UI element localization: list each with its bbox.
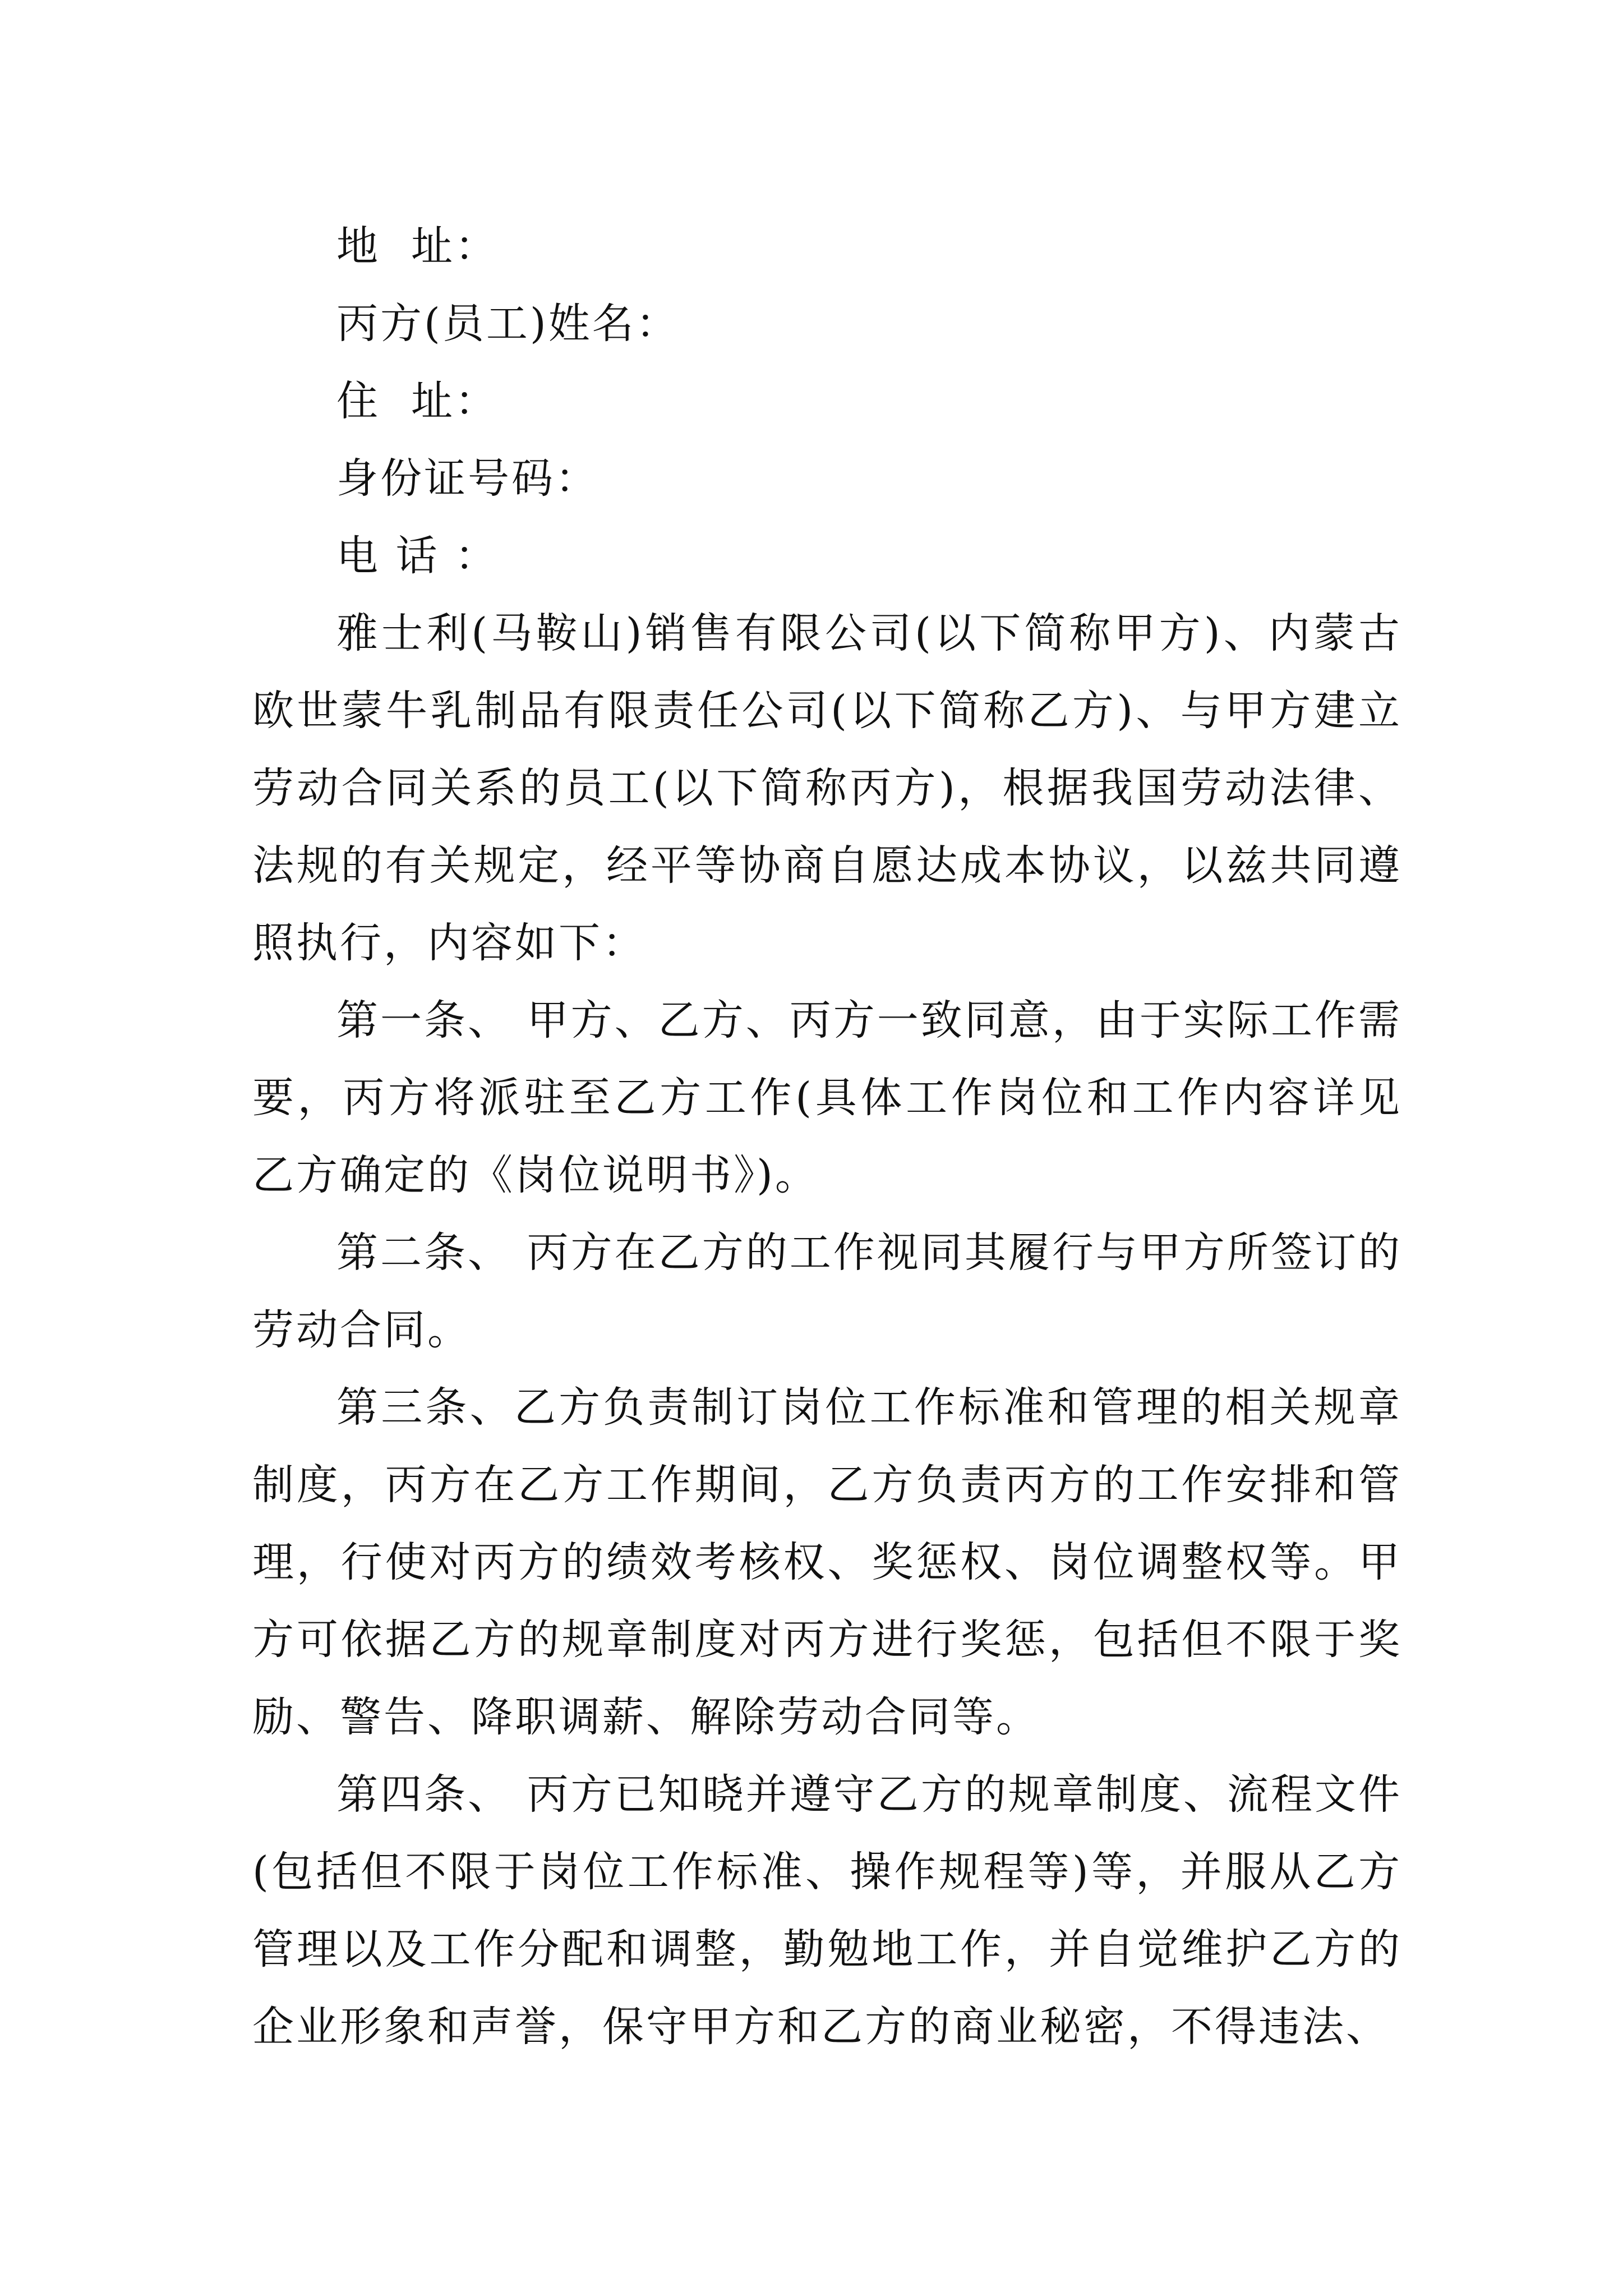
id-number-field-label: 身份证号码： [336, 454, 599, 503]
document-body [252, 208, 1402, 2065]
article-3-paragraph: 第三条、乙方负责制订岗位工作标准和管理的相关规章制度，丙方在乙方工作期间，乙方负责丙方的工作安排和管理，行使对丙方的绩效考核权、奖惩权、岗位调整权等。甲方可依据乙方的规章制度对丙方进行奖惩，包括但不限于奖励、警告、降职调薪、解除劳动合同等。 [252, 1383, 1402, 1741]
article-1-paragraph: 第一条、 甲方、乙方、丙方一致同意，由于实际工作需要，丙方将派驻至乙方工作(具体工作岗位和工作内容详见乙方确定的《岗位说明书》)。 [252, 996, 1402, 1199]
preamble-paragraph: 雅士利(马鞍山)销售有限公司(以下简称甲方)、内蒙古欧世蒙牛乳制品有限责任公司(以下简称乙方)、与甲方建立劳动合同关系的员工(以下简称丙方)，根据我国劳动法律、法规的有关规定，经平等协商自愿达成本协议，以兹共同遵照执行，内容如下： [252, 609, 1402, 967]
employee-name-field-label: 丙方(员工)姓名： [336, 300, 680, 348]
article-4-paragraph: 第四条、 丙方已知晓并遵守乙方的规章制度、流程文件(包括但不限于岗位工作标准、操作规程等)等，并服从乙方管理以及工作分配和调整，勤勉地工作，并自觉维护乙方的企业形象和声誉，保守甲方和乙方的商业秘密，不得违法、 [252, 1770, 1402, 2051]
phone-field-label: 电 话 ： [336, 532, 499, 580]
address-field-label: 地 址： [336, 222, 499, 270]
residence-field-label: 住 址： [336, 377, 499, 425]
article-2-paragraph: 第二条、 丙方在乙方的工作视同其履行与甲方所签订的劳动合同。 [252, 1228, 1402, 1354]
